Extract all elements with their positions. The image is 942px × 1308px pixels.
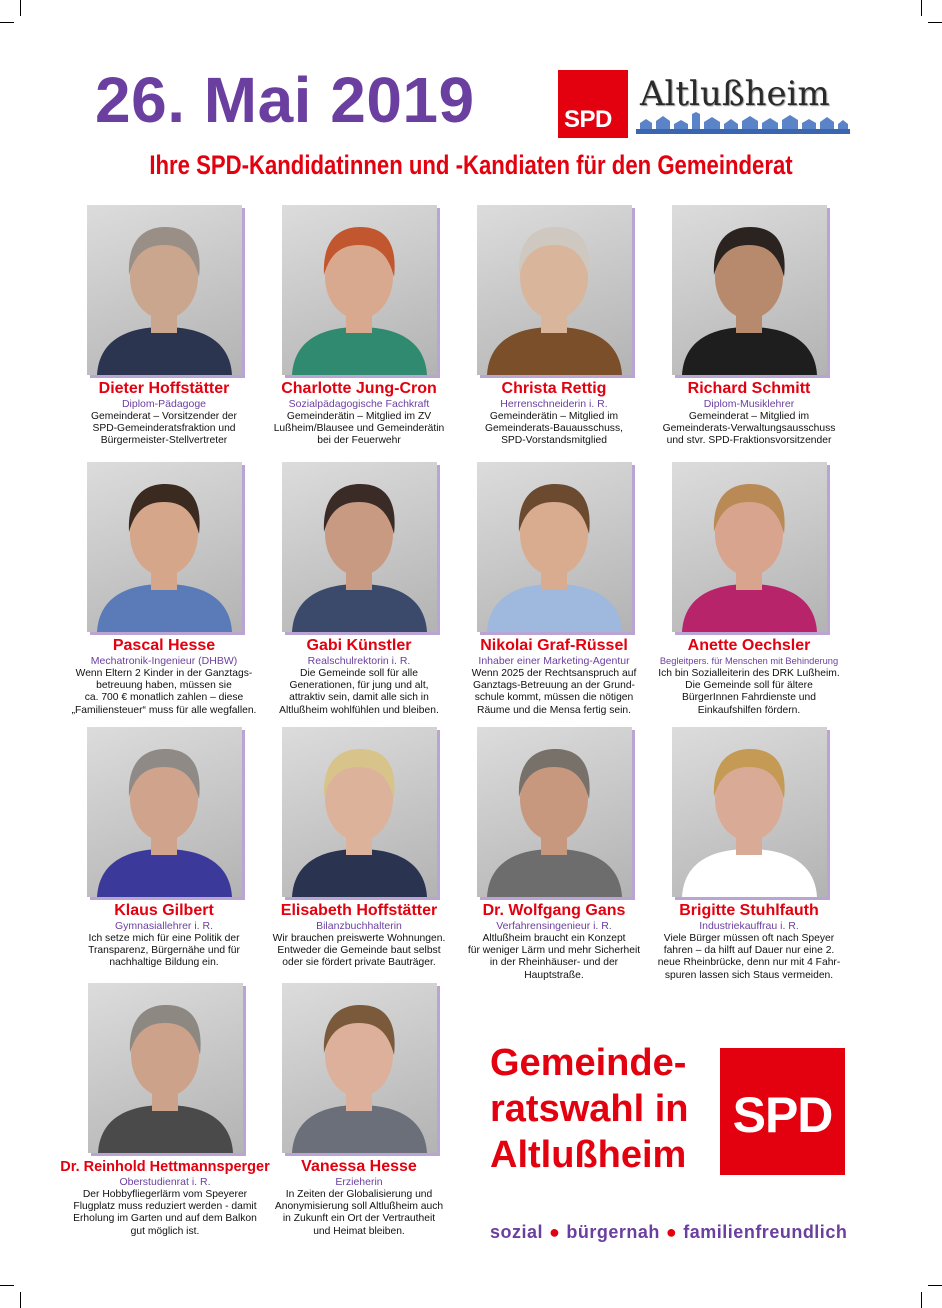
candidate-statement: In Zeiten der Globalisierung und Anonymisierung soll Altlußheim auch in Zukunft ein Ort der Vertrautheit und Heimat bleiben.: [274, 1189, 444, 1237]
candidate-photo: [477, 462, 632, 632]
spd-logo-large: [720, 1048, 845, 1175]
candidate-photo: [87, 462, 242, 632]
candidate-card: [649, 205, 849, 448]
candidate-role: Diplom-Musiklehrer: [703, 398, 795, 410]
candidate-photo: [282, 205, 437, 375]
candidate-photo: [282, 462, 437, 632]
candidate-role: Industriekauffrau i. R.: [699, 920, 799, 932]
candidate-statement: Wir brauchen preiswerte Wohnungen. Entweder die Gemeinde baut selbst oder sie fördert private Bauträger.: [272, 933, 446, 969]
candidate-card: [454, 462, 654, 717]
candidate-card: [454, 205, 654, 448]
crop-mark: [20, 1292, 21, 1308]
candidate-role: Sozialpädagogische Fachkraft: [288, 398, 430, 410]
candidate-card: [259, 462, 459, 717]
candidate-name: Charlotte Jung-Cron: [281, 380, 437, 397]
candidate-statement: Altlußheim braucht ein Konzept für weniger Lärm und mehr Sicherheit in der Rheinhäuser- und der Hauptstraße.: [467, 933, 641, 981]
slogan-word: familienfreundlich: [683, 1222, 848, 1242]
spd-logo-large-text: SPD: [732, 1087, 833, 1143]
candidate-photo: [672, 727, 827, 897]
candidate-card: [64, 727, 264, 970]
slogan: [490, 1222, 847, 1243]
slogan-word: bürgernah: [566, 1222, 660, 1242]
portrait-icon: [477, 205, 632, 375]
candidate-card: [259, 983, 459, 1238]
candidate-name: Brigitte Stuhlfauth: [679, 902, 819, 919]
candidate-card: [64, 462, 264, 717]
candidate-photo: [282, 727, 437, 897]
candidate-photo: [88, 983, 243, 1153]
candidate-name: Richard Schmitt: [687, 380, 811, 397]
crop-mark: [921, 0, 922, 16]
town-skyline-icon: [636, 112, 850, 134]
candidate-name: Elisabeth Hoffstätter: [280, 902, 438, 919]
candidate-name: Christa Rettig: [501, 380, 607, 397]
candidate-statement: Gemeinderätin – Mitglied im ZV Lußheim/Blausee und Gemeinderätin bei der Feuerwehr: [273, 411, 445, 447]
spd-logo-text: SPD: [564, 106, 612, 133]
page-subtitle: Ihre SPD-Kandidatinnen und -Kandiaten für den Gemeinderat: [149, 150, 793, 180]
candidate-name: Pascal Hesse: [112, 637, 216, 654]
candidate-photo: [282, 983, 437, 1153]
candidate-name: Klaus Gilbert: [114, 902, 214, 919]
candidate-photo: [477, 205, 632, 375]
candidate-role: Verfahrensingenieur i. R.: [496, 920, 612, 932]
portrait-icon: [282, 205, 437, 375]
candidate-role: Oberstudienrat i. R.: [119, 1176, 211, 1188]
candidate-photo: [477, 727, 632, 897]
candidate-name: Dieter Hoffstätter: [98, 380, 230, 397]
candidate-photo: [672, 462, 827, 632]
candidate-statement: Wenn 2025 der Rechtsanspruch auf Ganztags-Betreuung an der Grund- schule kommt, müssen die nötigen Räume und die Mensa fertig sein.: [471, 668, 637, 716]
town-name: Altlußheim: [640, 74, 830, 114]
crop-mark: [928, 1285, 942, 1286]
candidate-statement: Die Gemeinde soll für alle Generationen, für jung und alt, attraktiv sein, damit alle sich in Altlußheim wohlfühlen und bleiben.: [279, 668, 439, 716]
candidate-photo: [87, 205, 242, 375]
portrait-icon: [672, 205, 827, 375]
candidate-card: [40, 983, 290, 1238]
crop-mark: [0, 22, 14, 23]
candidate-card: [454, 727, 654, 982]
portrait-icon: [282, 462, 437, 632]
portrait-icon: [282, 983, 437, 1153]
candidate-name: Nikolai Graf-Rüssel: [480, 637, 628, 654]
spd-logo: [558, 70, 628, 138]
crop-mark: [0, 1285, 14, 1286]
candidate-name: Anette Oechsler: [687, 637, 811, 654]
bullet-icon: ●: [665, 1222, 678, 1242]
candidate-name: Gabi Künstler: [306, 637, 412, 654]
slogan-word: sozial: [490, 1222, 544, 1242]
candidate-statement: Viele Bürger müssen oft nach Speyer fahren – da hilft auf Dauer nur eine 2. neue Rheinbrücke, denn nur mit 4 Fahr- spuren lassen sich Staus vermeiden.: [657, 933, 841, 981]
candidate-role: Bilanzbuchhalterin: [316, 920, 402, 932]
candidate-role: Realschulrektorin i. R.: [307, 655, 411, 667]
election-date: 26. Mai 2019: [95, 64, 475, 136]
candidate-statement: Der Hobbyfliegerlärm vom Speyerer Flugplatz muss reduziert werden - damit Erholung im Garten und auf dem Balkon gut möglich ist.: [73, 1189, 257, 1237]
candidate-role: Diplom-Pädagoge: [121, 398, 207, 410]
candidate-role: Erzieherin: [335, 1176, 383, 1188]
candidate-name: Dr. Reinhold Hettmannsperger: [60, 1159, 270, 1175]
candidate-role: Gymnasiallehrer i. R.: [114, 920, 214, 932]
candidate-role: Inhaber einer Marketing-Agentur: [478, 655, 630, 667]
portrait-icon: [477, 727, 632, 897]
candidate-statement: Ich setze mich für eine Politik der Transparenz, Bürgernähe und für nachhaltige Bildung ein.: [88, 933, 240, 969]
election-headline: Gemeinde- ratswahl in Altlußheim: [490, 1042, 689, 1176]
portrait-icon: [87, 727, 242, 897]
candidate-role: Begleitpers. für Menschen mit Behinderung: [659, 656, 839, 666]
portrait-icon: [672, 462, 827, 632]
candidate-card: [259, 727, 459, 970]
candidate-statement: Gemeinderat – Vorsitzender der SPD-Gemeinderatsfraktion und Bürgermeister-Stellvertreter: [91, 411, 237, 447]
portrait-icon: [87, 205, 242, 375]
crop-mark: [928, 22, 942, 23]
portrait-icon: [87, 462, 242, 632]
crop-mark: [921, 1292, 922, 1308]
candidate-role: Herrenschneiderin i. R.: [500, 398, 608, 410]
candidate-card: [649, 462, 849, 717]
portrait-icon: [282, 727, 437, 897]
candidate-card: [649, 727, 849, 982]
crop-mark: [20, 0, 21, 16]
candidate-role: Mechatronik-Ingenieur (DHBW): [90, 655, 238, 667]
portrait-icon: [477, 462, 632, 632]
candidate-statement: Gemeinderätin – Mitglied im Gemeinderats-Bauausschuss, SPD-Vorstandsmitglied: [485, 411, 623, 447]
candidate-name: Dr. Wolfgang Gans: [482, 902, 626, 919]
portrait-icon: [672, 727, 827, 897]
candidate-photo: [672, 205, 827, 375]
candidate-statement: Wenn Eltern 2 Kinder in der Ganztags- betreuung haben, müssen sie ca. 700 € monatlich zahlen – diese „Familiensteuer“ muss für alle wegfallen.: [71, 668, 257, 716]
portrait-icon: [88, 983, 243, 1153]
candidate-photo: [87, 727, 242, 897]
candidate-name: Vanessa Hesse: [301, 1158, 417, 1175]
candidate-card: [259, 205, 459, 448]
candidate-statement: Ich bin Sozialleiterin des DRK Lußheim. Die Gemeinde soll für ältere BürgerInnen Fahrdienste und Einkaufshilfen fördern.: [658, 668, 840, 716]
bullet-icon: ●: [549, 1222, 561, 1242]
candidate-card: [64, 205, 264, 448]
candidate-statement: Gemeinderat – Mitglied im Gemeinderats-Verwaltungsausschuss und stvr. SPD-Fraktionsvorsitzender: [662, 411, 836, 447]
